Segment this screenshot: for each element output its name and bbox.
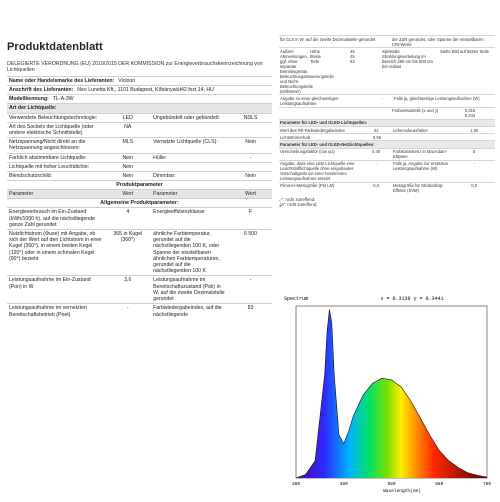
- row-label: Leistungsaufnahme im Ein-Zustand (Pon) in W: [9, 277, 91, 290]
- value-header-2: Wert: [245, 191, 256, 198]
- type-label: Art der Lichtquelle:: [9, 105, 57, 112]
- led-mains-section-title: Parameter für LED- und OLED-Netzlichtquellen:: [279, 140, 495, 147]
- cos-label: Verschiebungsfaktor (cos φ1): [280, 149, 335, 155]
- value-header: Wert: [122, 191, 134, 198]
- type-row: [7, 103, 272, 112]
- table-row: [7, 153, 272, 162]
- chroma-label: Farbwertanteile (x und y): [392, 108, 439, 114]
- macadam-value: 5: [473, 149, 476, 155]
- eq-label: Angabe zu einer gleichwertigen Leistungsaufnahme: [280, 95, 339, 106]
- row-label-2: Dimmbar:: [153, 173, 176, 180]
- eq-row: [279, 94, 495, 106]
- led-section-title: Parameter für LED- und OLED-Lichtquellen:: [279, 119, 495, 126]
- flicker-row: [279, 182, 495, 194]
- footnote-1: „-“: nicht zutreffend;: [279, 197, 316, 203]
- param-header: Parameter: [9, 191, 34, 198]
- model-value: TL-A-3W: [52, 96, 74, 103]
- claim2-label: Falls ja, Angabe zur ersetzten Leistungsaufnahme (W): [392, 161, 449, 172]
- maint-value: 0,96: [372, 134, 382, 140]
- spectrum-svg: [282, 292, 495, 497]
- macadam-label: Farbkonsistenz in MacAdam-Ellipsen: [392, 149, 448, 160]
- spectrum-value: Siehe Bild auf letzter Seite: [440, 48, 490, 54]
- right-column: [279, 35, 495, 207]
- row-value-2: 6 500: [244, 231, 258, 238]
- dim-value: 45: [350, 48, 355, 54]
- row-label-2: Hülle:: [153, 154, 167, 161]
- x-tick-label: 680: [435, 482, 444, 487]
- model-label: Modellkennung:: [9, 96, 49, 103]
- chroma-y: 0,344: [464, 113, 476, 119]
- right-row-1: [279, 35, 495, 47]
- row-value: Nein: [122, 173, 134, 180]
- x-tick-label: 780: [482, 482, 492, 487]
- row-value: MLS: [122, 139, 134, 146]
- cls-text: für CLS in W, auf die zweite Dezimalstelle gerundet: [280, 36, 376, 42]
- row-value-2: [229, 123, 272, 137]
- table-row: [7, 162, 272, 171]
- row-label-2: Ungebündelt oder gebündelt:: [153, 114, 221, 121]
- r9-value: 33: [373, 127, 379, 133]
- cos-value: 0,40: [372, 149, 381, 155]
- row-value-2: [229, 163, 272, 171]
- dim-value: 45: [350, 53, 355, 59]
- eq-value: -: [381, 95, 383, 101]
- row-value: LED: [122, 114, 133, 121]
- strobe-value: 0,0: [471, 183, 478, 189]
- dim-key: Tiefe: [310, 58, 320, 64]
- row-label-2: Energieeffizienzklasse: [153, 209, 205, 216]
- row-value-2: Nein: [245, 139, 256, 146]
- intro-text: DELEGIERTE VERORDNUNG (EU) 2019/2015 DER KOMMISSION zur Energieverbrauchskennzeichnung von Lichtquellen: [7, 61, 263, 74]
- table-row: [7, 137, 272, 152]
- maint-row: [279, 133, 495, 140]
- top-rows: [7, 113, 272, 181]
- row-label-2: Vernetzte Lichtquelle (CLS):: [153, 139, 218, 146]
- row-label-2: ähnliche Farbtemperatur, gerundet auf die nächstliegenden 100 K, oder Spanne der einstellbaren ähnlichen Farbtemperaturen, gerundet auf die nächstliegenden 100 K: [153, 231, 220, 275]
- row-label: Nutzlichtstrom (Φuse) mit Angabe, ob sich der Wert auf den Lichtstrom in einer Kugel (360°), in einem breiten Kegel (120°) oder in einem schmalen Kegel (90°) bezieht: [9, 231, 103, 262]
- x-tick-label: 380: [291, 482, 301, 487]
- table-row: [7, 113, 272, 122]
- row-value: 4: [126, 209, 130, 216]
- left-column: [7, 8, 272, 319]
- row-value-2: 83: [247, 305, 254, 312]
- row-value: -: [126, 305, 129, 312]
- chart-xlabel: Wavelength(nm): [383, 489, 421, 494]
- params-section-title: Produktparameter: [7, 180, 272, 189]
- table-row: [7, 303, 272, 318]
- strobe-label: Messgröße für Stroboskop-Effekte (SVM): [392, 183, 444, 194]
- claim-value: -: [375, 161, 377, 167]
- dim-key: Breite: [310, 53, 321, 59]
- row-value: 365 in Kugel (360°): [113, 231, 143, 244]
- footnote-2: „ja“: nicht zutreffend;: [279, 202, 318, 208]
- claim-row: [279, 160, 495, 182]
- row-value: 3,6: [124, 277, 132, 284]
- claim2-value: -: [473, 161, 475, 167]
- row-label: Lichtquelle mit hoher Leuchtdichte:: [9, 163, 90, 170]
- cri-range-text: der Zahl gerundet, oder Spanne der einstellbaren CRI-Werte: [392, 36, 484, 47]
- row-value-2: F: [248, 209, 253, 216]
- supplier-row: [7, 76, 272, 85]
- row-value: NA: [124, 123, 132, 130]
- params-subtitle: Allgemeine Produktparameter:: [7, 198, 272, 207]
- maint-label: Lichtstromerhalt: [280, 134, 310, 140]
- chroma-x: 0,315: [464, 108, 476, 114]
- flicker-label: Flimmer-Messgröße (Pst LM): [280, 183, 335, 189]
- dim-key: Höhe: [310, 48, 321, 54]
- table-row: [7, 229, 272, 275]
- row-value: Nein: [122, 154, 134, 161]
- row-label: Leistungsaufnahme im vernetzten Bereitschaftsbetrieb (Pnet): [9, 305, 87, 318]
- row-label: Energieverbrauch im Ein-Zustand (kWh/1000 h), auf die nächstliegende ganze Zahl gerundet: [9, 209, 95, 228]
- plot-area: [292, 306, 491, 487]
- row-value: Nein: [122, 163, 134, 170]
- chart-title: x = 0.3139 y = 0.3441: [380, 296, 444, 302]
- param-header-2: Parameter: [153, 191, 178, 198]
- row-label: Farblich abstimmbare Lichtquelle:: [9, 154, 87, 161]
- row-label-2: Farbwiedergabeindex, auf die nächstliegende: [153, 305, 222, 318]
- chroma-row: [279, 107, 495, 119]
- table-row: [7, 275, 272, 303]
- row-label-2: [151, 163, 229, 171]
- chroma-values: [449, 108, 491, 119]
- table-row: [7, 171, 272, 180]
- row-label-2: Leistungsaufnahme im Bereitschaftszustand (Psb) in W, auf die zweite Dezimalstelle gerundet: [153, 277, 225, 303]
- row-label: Blendschutzschild:: [9, 173, 52, 180]
- r9-row: [279, 126, 495, 133]
- row-value-2: NDLS: [243, 114, 258, 121]
- dims-row: [279, 47, 495, 94]
- row-label: Art des Sockels der Lichtquelle (oder andere elektrische Schnittstelle): [9, 123, 94, 137]
- address-row: [7, 85, 272, 94]
- page-title: Produktdatenblatt: [7, 41, 103, 53]
- row-value-2: Nein: [245, 173, 256, 180]
- cos-row: [279, 148, 495, 160]
- address-label: Anschrift des Lieferanten:: [9, 87, 74, 94]
- row-value-2: -: [249, 277, 252, 284]
- dims-list: [309, 48, 381, 94]
- dim-depth: [310, 59, 380, 64]
- row-value-2: -: [249, 154, 252, 161]
- dim-value: 82: [350, 58, 355, 64]
- x-tick-label: 480: [339, 482, 348, 487]
- eq2-label: Falls ja, gleichwertige Leistungsaufnahme (W): [394, 95, 480, 101]
- table-row: [7, 207, 272, 229]
- address-value: Neo Lunetta Kft., 1101 Budapest, Kőbányaiút42.fszt.14, HU: [77, 87, 214, 94]
- chart-ylabel: Spectrum: [284, 296, 309, 302]
- supplier-value: Vicloon: [118, 77, 136, 84]
- dims-label: Äußere Abmessungen, ggf. ohne separate Betriebsgeräte, Beleuchtungssteuerungsteile und Nicht-Beleuchtungsteile (Millimeter): [280, 48, 334, 94]
- model-row: [7, 94, 272, 103]
- spectrum-chart: [282, 292, 495, 497]
- claim-label: Angabe, dass eine LED-Lichtquelle eine Leuchtstofflichtquelle ohne eingebautes Vorschaltgerät mit einer bestimmten Leistungsaufnahme ersetzt: [280, 161, 355, 182]
- spectrum-label: Spektrale Strahlungsverteilung im Bereich 250 nm bis 800 nm bei Vollast: [382, 48, 433, 69]
- row-label-2: [151, 123, 229, 137]
- flicker-value: 0,0: [373, 183, 379, 189]
- life-label: Lebensdauerfaktor: [392, 127, 428, 133]
- row-label: Verwendete Beleuchtungstechnologie:: [9, 114, 98, 121]
- r9-label: Wert des R9-Farbwiedergabeindex: [280, 127, 345, 133]
- life-value: 1,00: [470, 127, 479, 133]
- supplier-label: Name oder Handelsmarke des Lieferanten:: [9, 77, 115, 84]
- row-label: Netzspannung/Nicht direkt an die Netzspannung angeschlossen:: [9, 139, 86, 152]
- params-header-row: [7, 189, 272, 198]
- x-tick-label: 580: [387, 482, 396, 487]
- table-row: [7, 122, 272, 137]
